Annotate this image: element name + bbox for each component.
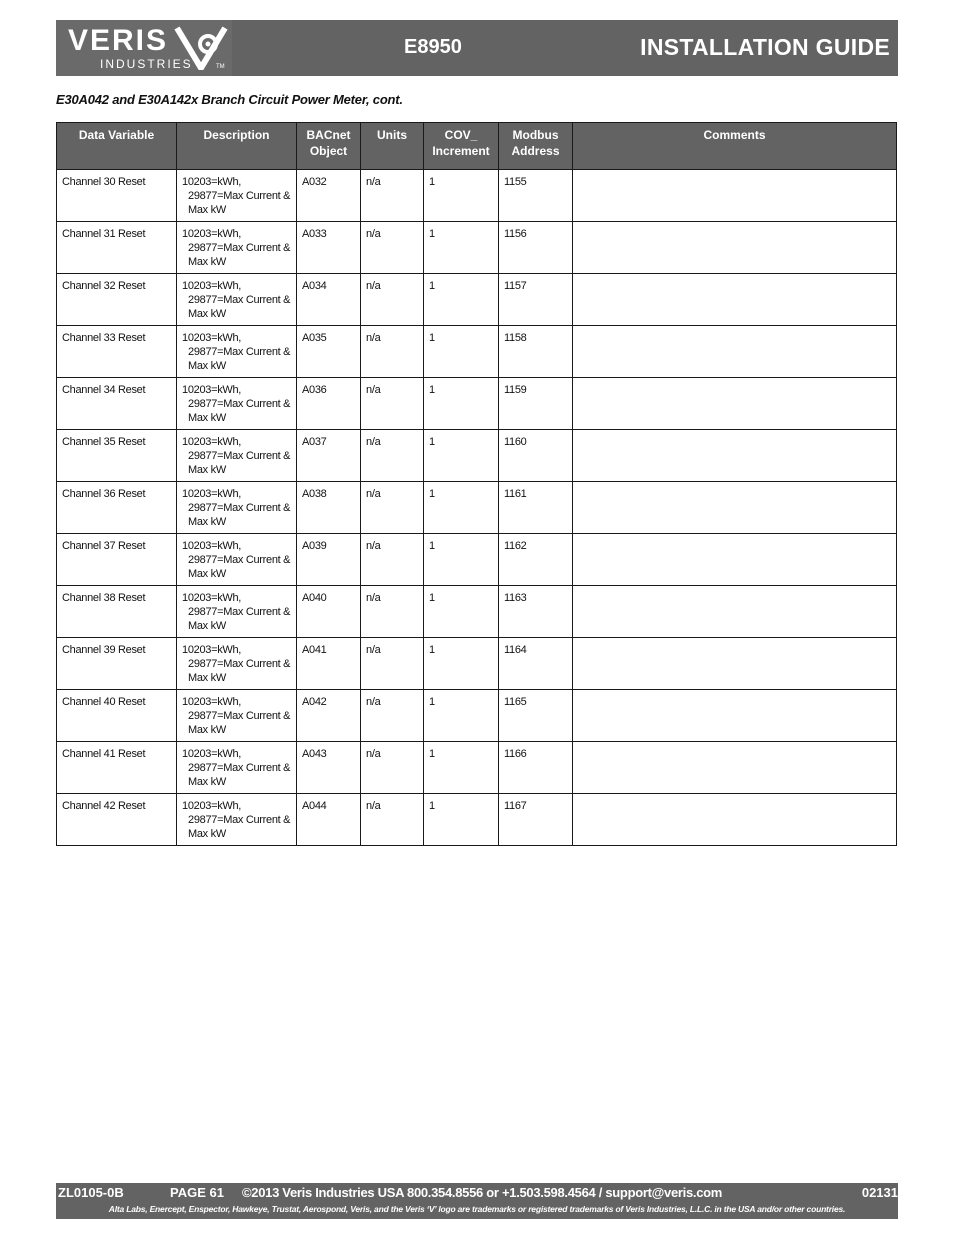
cell-units: n/a <box>361 326 424 378</box>
cell-description: 10203=kWh, 29877=Max Current & Max kW <box>177 690 297 742</box>
table-body <box>57 170 897 846</box>
cell-data-variable: Channel 41 Reset <box>57 742 177 794</box>
table-header-row <box>57 123 897 170</box>
cell-bacnet-object: A035 <box>297 326 361 378</box>
cell-units: n/a <box>361 482 424 534</box>
cell-cov-increment: 1 <box>424 638 499 690</box>
table-row <box>57 586 897 638</box>
cell-units: n/a <box>361 378 424 430</box>
cell-units: n/a <box>361 690 424 742</box>
cell-bacnet-object: A033 <box>297 222 361 274</box>
cell-comments <box>573 326 897 378</box>
table-row <box>57 742 897 794</box>
cell-data-variable: Channel 36 Reset <box>57 482 177 534</box>
cell-modbus-address: 1156 <box>499 222 573 274</box>
cell-comments <box>573 274 897 326</box>
cell-bacnet-object: A044 <box>297 794 361 846</box>
cell-modbus-address: 1161 <box>499 482 573 534</box>
cell-bacnet-object: A043 <box>297 742 361 794</box>
cell-comments <box>573 430 897 482</box>
bacnet-object-table <box>56 122 897 846</box>
col-header-cov-increment: COV_ Increment <box>424 123 499 170</box>
cell-modbus-address: 1159 <box>499 378 573 430</box>
cell-bacnet-object: A032 <box>297 170 361 222</box>
cell-description: 10203=kWh, 29877=Max Current & Max kW <box>177 638 297 690</box>
table-row <box>57 326 897 378</box>
table-row <box>57 482 897 534</box>
table-row <box>57 274 897 326</box>
cell-modbus-address: 1162 <box>499 534 573 586</box>
section-subtitle: E30A042 and E30A142x Branch Circuit Power Meter, cont. <box>56 92 403 107</box>
cell-data-variable: Channel 38 Reset <box>57 586 177 638</box>
cell-description: 10203=kWh, 29877=Max Current & Max kW <box>177 378 297 430</box>
cell-modbus-address: 1163 <box>499 586 573 638</box>
page-header <box>56 20 898 76</box>
col-header-description: Description <box>177 123 297 170</box>
cell-comments <box>573 170 897 222</box>
table-row <box>57 534 897 586</box>
copyright-contact: ©2013 Veris Industries USA 800.354.8556 or +1.503.598.4564 / support@veris.com <box>242 1185 723 1200</box>
table-row <box>57 690 897 742</box>
date-code: 02131 <box>861 1185 898 1200</box>
cell-comments <box>573 482 897 534</box>
cell-description: 10203=kWh, 29877=Max Current & Max kW <box>177 742 297 794</box>
cell-cov-increment: 1 <box>424 586 499 638</box>
logo-trademark: TM <box>216 64 225 70</box>
col-header-data-variable: Data Variable <box>57 123 177 170</box>
col-header-bacnet-object: BACnet Object <box>297 123 361 170</box>
cell-modbus-address: 1157 <box>499 274 573 326</box>
cell-cov-increment: 1 <box>424 742 499 794</box>
cell-cov-increment: 1 <box>424 794 499 846</box>
table-row <box>57 794 897 846</box>
cell-data-variable: Channel 30 Reset <box>57 170 177 222</box>
cell-bacnet-object: A039 <box>297 534 361 586</box>
cell-bacnet-object: A041 <box>297 638 361 690</box>
cell-description: 10203=kWh, 29877=Max Current & Max kW <box>177 326 297 378</box>
cell-units: n/a <box>361 170 424 222</box>
trademark-notice: Alta Labs, Enercept, Enspector, Hawkeye, Trustat, Aerospond, Veris, and the Veris ‘V’ logo are trademarks or registered trademarks of Veris Industries, L.L.C. in the USA and/or other countries. <box>108 1204 846 1214</box>
cell-bacnet-object: A037 <box>297 430 361 482</box>
cell-modbus-address: 1158 <box>499 326 573 378</box>
cell-description: 10203=kWh, 29877=Max Current & Max kW <box>177 430 297 482</box>
table-row <box>57 170 897 222</box>
cell-data-variable: Channel 42 Reset <box>57 794 177 846</box>
cell-description: 10203=kWh, 29877=Max Current & Max kW <box>177 274 297 326</box>
cell-bacnet-object: A034 <box>297 274 361 326</box>
cell-modbus-address: 1165 <box>499 690 573 742</box>
cell-bacnet-object: A038 <box>297 482 361 534</box>
cell-comments <box>573 690 897 742</box>
col-header-modbus-address: Modbus Address <box>499 123 573 170</box>
cell-data-variable: Channel 31 Reset <box>57 222 177 274</box>
cell-data-variable: Channel 35 Reset <box>57 430 177 482</box>
cell-comments <box>573 794 897 846</box>
cell-comments <box>573 534 897 586</box>
table-row <box>57 378 897 430</box>
logo-wordmark: VERIS <box>68 24 169 57</box>
veris-logo <box>56 20 232 76</box>
cell-comments <box>573 378 897 430</box>
cell-description: 10203=kWh, 29877=Max Current & Max kW <box>177 222 297 274</box>
cell-modbus-address: 1160 <box>499 430 573 482</box>
cell-description: 10203=kWh, 29877=Max Current & Max kW <box>177 170 297 222</box>
page-number: PAGE 61 <box>170 1185 224 1200</box>
cell-modbus-address: 1167 <box>499 794 573 846</box>
table-row <box>57 430 897 482</box>
cell-bacnet-object: A040 <box>297 586 361 638</box>
cell-description: 10203=kWh, 29877=Max Current & Max kW <box>177 534 297 586</box>
cell-data-variable: Channel 40 Reset <box>57 690 177 742</box>
logo-subtitle: INDUSTRIES <box>100 57 193 71</box>
cell-units: n/a <box>361 638 424 690</box>
table-row <box>57 638 897 690</box>
cell-cov-increment: 1 <box>424 430 499 482</box>
table-row <box>57 222 897 274</box>
cell-data-variable: Channel 34 Reset <box>57 378 177 430</box>
cell-comments <box>573 742 897 794</box>
cell-comments <box>573 586 897 638</box>
cell-cov-increment: 1 <box>424 222 499 274</box>
cell-modbus-address: 1166 <box>499 742 573 794</box>
cell-data-variable: Channel 33 Reset <box>57 326 177 378</box>
cell-modbus-address: 1164 <box>499 638 573 690</box>
cell-cov-increment: 1 <box>424 170 499 222</box>
model-number: E8950 <box>404 36 462 58</box>
cell-cov-increment: 1 <box>424 378 499 430</box>
cell-cov-increment: 1 <box>424 482 499 534</box>
cell-units: n/a <box>361 222 424 274</box>
cell-units: n/a <box>361 274 424 326</box>
cell-cov-increment: 1 <box>424 326 499 378</box>
cell-data-variable: Channel 32 Reset <box>57 274 177 326</box>
page-footer <box>56 1183 898 1219</box>
cell-units: n/a <box>361 794 424 846</box>
cell-comments <box>573 638 897 690</box>
col-header-units: Units <box>361 123 424 170</box>
cell-bacnet-object: A036 <box>297 378 361 430</box>
cell-description: 10203=kWh, 29877=Max Current & Max kW <box>177 794 297 846</box>
document-id: ZL0105-0B <box>58 1185 124 1200</box>
cell-cov-increment: 1 <box>424 274 499 326</box>
guide-title: INSTALLATION GUIDE <box>640 34 890 60</box>
cell-units: n/a <box>361 586 424 638</box>
cell-description: 10203=kWh, 29877=Max Current & Max kW <box>177 482 297 534</box>
cell-cov-increment: 1 <box>424 534 499 586</box>
cell-units: n/a <box>361 742 424 794</box>
cell-bacnet-object: A042 <box>297 690 361 742</box>
cell-modbus-address: 1155 <box>499 170 573 222</box>
cell-data-variable: Channel 37 Reset <box>57 534 177 586</box>
col-header-comments: Comments <box>573 123 897 170</box>
cell-comments <box>573 222 897 274</box>
cell-cov-increment: 1 <box>424 690 499 742</box>
cell-units: n/a <box>361 430 424 482</box>
cell-units: n/a <box>361 534 424 586</box>
cell-description: 10203=kWh, 29877=Max Current & Max kW <box>177 586 297 638</box>
cell-data-variable: Channel 39 Reset <box>57 638 177 690</box>
